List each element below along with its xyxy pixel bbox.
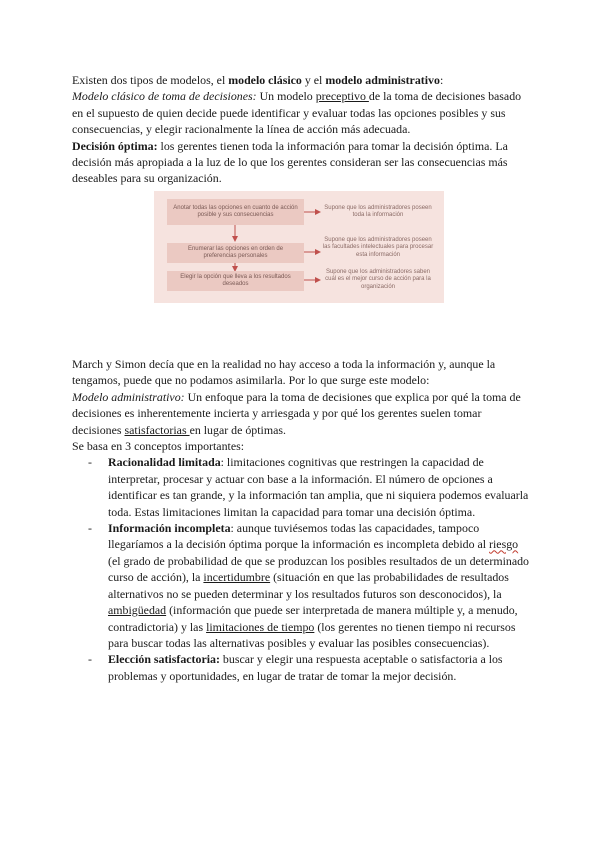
bounded-text: : limitaciones cognitivas que restringen la capacidad de interpretar, procesar y actuar con base a la información. El número de opciones a identificar es tan grande, y la información tan amplia, que ni siquiera podemos evaluarla toda. Estas limitaciones limitan la capacidad para tomar una decisión óptima. — [108, 455, 529, 519]
incomplete-text-1: : aunque tuviésemos todas las capacidades, tampoco llegaríamos a la decisión óptima porque la información es incompleta debido al — [108, 521, 490, 552]
basis-line: Se basa en 3 conceptos importantes: — [72, 439, 245, 454]
assumption-1: Supone que los administradores poseen toda la información — [324, 205, 432, 219]
step-box-3: Elegir la opción que lleva a los resultados deseados — [167, 271, 304, 291]
classic-term: modelo clásico — [228, 73, 302, 87]
satisficing-text: buscar y elegir una respuesta aceptable o satisfactoria a los problemas y oportunidades, en lugar de tratar de tomar la mejor decisión. — [108, 652, 503, 683]
satisficing-label: Elección satisfactoria: — [108, 652, 220, 667]
bullet-dash: - — [88, 455, 92, 470]
concept-satisficing — [72, 651, 532, 684]
classic-paragraph — [72, 88, 532, 137]
admin-paragraph — [72, 389, 532, 438]
intro-suffix: : — [439, 73, 444, 87]
incomplete-text-2: (el grado de probabilidad de que se produzcan los posibles resultados de un determinado curso de acción), la — [108, 553, 530, 585]
classic-text-a: Un modelo — [256, 89, 316, 104]
intro-prefix: Existen dos tipos de modelos, el — [72, 73, 229, 87]
incomplete-label: Información incompleta — [108, 521, 231, 536]
admin-text-a: Un enfoque para la toma de decisiones que explica por qué la toma de decisiones es inherentemente incierta y arriesgada y por qué los gerentes suelen tomar decisiones — [72, 389, 521, 437]
admin-text-b: en lugar de óptimas. — [189, 422, 286, 437]
admin-term: modelo administrativo — [325, 73, 440, 87]
bullet-dash: - — [88, 521, 92, 536]
risk-term: riesgo — [489, 537, 519, 552]
classic-model-figure — [154, 191, 444, 303]
classic-label: Modelo clásico de toma de decisiones: — [72, 89, 257, 104]
uncertainty-term: incertidumbre — [203, 570, 271, 585]
optimal-paragraph — [72, 138, 532, 187]
assumption-3: Supone que los administradores saben cuál es el mejor curso de acción para la organización — [325, 269, 431, 290]
step-box-1: Anotar todas las opciones en cuanto de acción posible y sus consecuencias — [167, 199, 304, 225]
classic-text-b: de la toma de decisiones basado en el supuesto de quien decide puede identificar y evaluar todas las opciones posibles y sus consecuencias, y elegir racionalmente la línea de acción más adecuada. — [72, 89, 522, 137]
concept-list — [72, 454, 532, 684]
intro-paragraph — [72, 72, 532, 88]
time-limits-term: limitaciones de tiempo — [206, 619, 315, 634]
bounded-label: Racionalidad limitada — [108, 455, 221, 470]
intro-middle: y el — [301, 73, 326, 87]
section-classic — [72, 72, 532, 187]
optimal-text: los gerentes tienen toda la información para tomar la decisión óptima. La decisión más apropiada a la luz de lo que los gerentes consideran ser las consecuencias más deseables para su organización. — [72, 138, 508, 186]
section-admin — [72, 356, 532, 684]
assumption-2: Supone que los administradores poseen las facultades intelectuales para procesar esta información — [322, 237, 434, 258]
concept-incomplete-information — [72, 520, 532, 651]
march-simon-paragraph: March y Simon decía que en la realidad no hay acceso a toda la información y, aunque la tengamos, puede que no podamos asimilarla. Por lo que surge este modelo: — [72, 357, 496, 388]
optimal-label: Decisión óptima: — [72, 138, 158, 153]
incomplete-text-5: (los gerentes no tienen tiempo ni recursos para buscar todas las alternativas posibles y evaluar las posibles consecuencias). — [108, 619, 516, 650]
satisfactory-term: satisfactorias — [124, 422, 190, 437]
ambiguity-term: ambigüedad — [108, 603, 167, 618]
preceptive-term: preceptivo — [315, 89, 369, 104]
step-box-2: Enumerar las opciones en orden de preferencias personales — [167, 243, 304, 263]
concept-bounded-rationality — [72, 454, 532, 520]
incomplete-text-4: (información que puede ser interpretada de manera múltiple y, a menudo, contradictoria) y las — [108, 603, 518, 634]
admin-label: Modelo administrativo: — [72, 389, 185, 404]
bullet-dash: - — [88, 652, 92, 667]
incomplete-text-3: (situación en que las probabilidades de resultados alternativos no se pueden determinar y los resultados futuros son desconocidos), la — [108, 570, 509, 601]
